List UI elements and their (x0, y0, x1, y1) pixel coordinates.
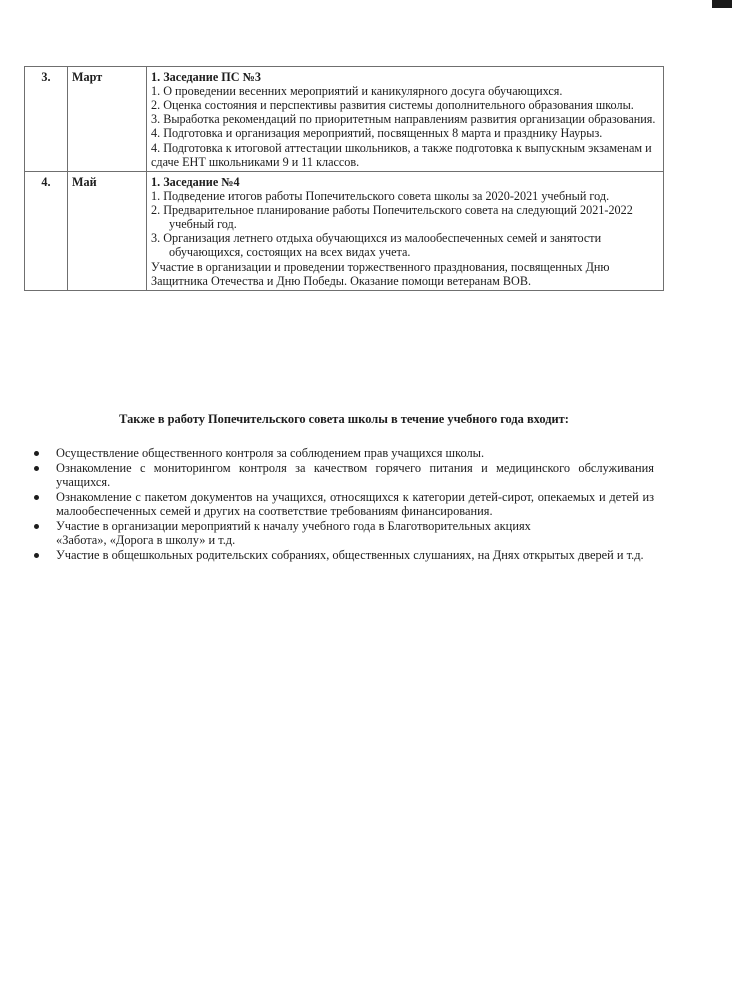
agenda-item: 2. Оценка состояния и перспективы развития системы дополнительного образования школы. (151, 98, 634, 112)
list-item-text: Ознакомление с мониторингом контроля за качеством горячего питания и медицинского обслуживания учащихся. (56, 461, 654, 489)
row-content (147, 67, 664, 172)
duties-list (24, 446, 664, 562)
agenda-note: 4. Подготовка к итоговой аттестации школьников, а также подготовка к выпускным экзаменам и сдаче ЕНТ школьниками 9 и 11 классов. (151, 141, 652, 169)
row-content (147, 172, 664, 291)
agenda-item: 3. Организация летнего отдыха обучающихся из малообеспеченных семей и занятости обучающихся, состоящих на всех видах учета. (151, 231, 602, 259)
agenda-note: Участие в организации и проведении торжественного празднования, посвященных Дню Защитника Отечества и Дню Победы. Оказание помощи ветеранам ВОВ. (151, 260, 610, 288)
bullet-icon (34, 451, 39, 456)
section-title: Также в работу Попечительского совета школы в течение учебного года входит: (119, 412, 569, 426)
agenda-item: 4. Подготовка и организация мероприятий, посвященных 8 марта и празднику Наурыз. (151, 126, 603, 140)
list-item (24, 548, 664, 562)
bullet-icon (34, 524, 39, 529)
session-title: 1. Заседание №4 (151, 175, 240, 189)
list-item-text: Осуществление общественного контроля за соблюдением прав учащихся школы. (56, 446, 485, 460)
session-title: 1. Заседание ПС №3 (151, 70, 261, 84)
row-month: Март (68, 67, 147, 172)
bullet-icon (34, 495, 39, 500)
list-item-text: Участие в общешкольных родительских собраниях, общественных слушаниях, на Днях открытых дверей и т.д. (56, 548, 644, 562)
agenda-item: 3. Выработка рекомендаций по приоритетным направлениям развития организации образования. (151, 112, 656, 126)
list-item-text: Ознакомление с пакетом документов на учащихся, относящихся к категории детей-сирот, опекаемых и детей из малообеспеченных семей и других на соответствие требованиям финансирования. (56, 490, 654, 518)
agenda-list (151, 84, 659, 140)
corner-mark (712, 0, 732, 8)
work-plan-table (24, 66, 664, 291)
list-item-text: Участие в организации мероприятий к началу учебного года в Благотворительных акциях (56, 519, 531, 533)
list-item (24, 490, 664, 518)
list-item (24, 519, 664, 547)
agenda-item: 1. О проведении весенних мероприятий и каникулярного досуга обучающихся. (151, 84, 563, 98)
list-item (24, 461, 664, 489)
row-number: 4. (25, 172, 68, 291)
agenda-list (151, 189, 659, 259)
row-month: Май (68, 172, 147, 291)
list-item (24, 446, 664, 460)
table-row (25, 67, 664, 172)
table-row (25, 172, 664, 291)
bullet-icon (34, 553, 39, 558)
row-number: 3. (25, 67, 68, 172)
list-item-text: «Забота», «Дорога в школу» и т.д. (56, 533, 236, 547)
agenda-item: 2. Предварительное планирование работы Попечительского совета на следующий 2021-2022 учебный год. (151, 203, 633, 231)
bullet-icon (34, 466, 39, 471)
additional-duties-section (24, 412, 664, 563)
agenda-item: 1. Подведение итогов работы Попечительского совета школы за 2020-2021 учебный год. (151, 189, 610, 203)
